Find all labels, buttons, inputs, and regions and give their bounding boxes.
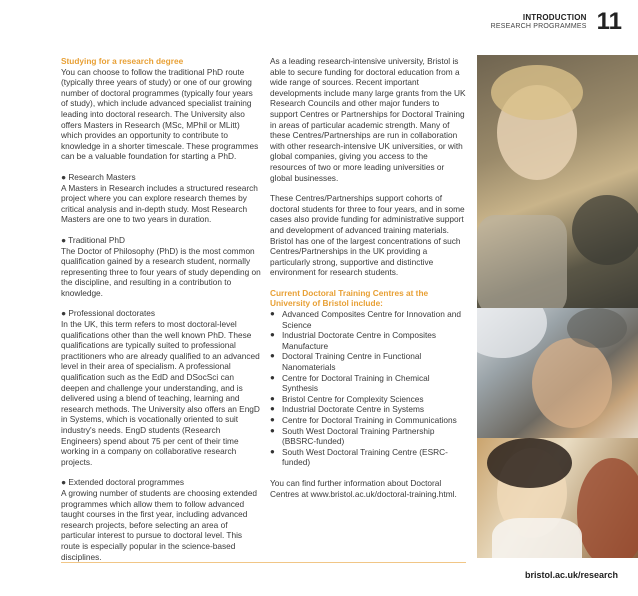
list-item: ● South West Doctoral Training Partnership (BBSRC-funded) [270,426,466,447]
closing-paragraph: You can find further information about Doctoral Centres at www.bristol.ac.uk/doctoral-training.html. [270,477,457,499]
intro-paragraph: You can choose to follow the traditional PhD route (typically three years of study) or one of our growing number of doctoral programmes (typically four years of study), which include advanced specialist training leading into doctoral research. The University also offers Masters in Research (MSc, MPhil or MLitt) which provides an opportunity to contribute to knowledge in a shorter timescale. These programmes can be a valuable foundation for starting a PhD. [61,66,259,162]
engineering-photo [477,308,638,438]
research-degree-heading: Studying for a research degree [61,56,184,66]
middle-column [270,56,466,509]
list-item: ● Centre for Doctoral Training in Chemical Synthesis [270,373,466,394]
professional-doctorates-title: ● Professional doctorates [61,308,156,319]
centres-heading: Current Doctoral Training Centres at the University of Bristol include: [270,287,429,309]
list-item: ● Advanced Composites Centre for Innovation and Science [270,309,466,330]
page-header [491,10,622,34]
traditional-phd-body: The Doctor of Philosophy (PhD) is the most common qualification gained by a research student, normally representing three to four years of study depending on the discipline, and resulting in a contribution to knowledge. [61,245,261,298]
list-item: ● Centre for Doctoral Training in Communications [270,415,466,426]
list-item: ● Industrial Doctorate Centre in Systems [270,404,466,415]
section-label [491,13,587,30]
subsection-title: RESEARCH PROGRAMMES [490,23,587,30]
lab-research-photo [477,55,638,308]
left-column [61,56,261,572]
funding-paragraph: As a leading research-intensive university, Bristol is able to secure funding for doctoral education from a wide range of sources. Recent important developments include many large grants from the UK Research Councils and other major funders to support Centres or Partnerships for Doctoral Training in areas of particular academic strength. Many of these Centres/Partnerships are run in collaboration with other research-intensive UK universities, or with global companies, giving you access to the resources of two or more leading universities or global businesses. [270,56,466,183]
research-masters-title: ● Research Masters [61,171,136,182]
centres-paragraph: These Centres/Partnerships support cohorts of doctoral students for three to four years, and in some cases also provide funding for administrative support and development of advanced training materials. Bristol has one of the largest concentrations of such Centres/Partnerships in the UK providing a particularly strong, supportive and distinctive environment for research students. [270,193,465,278]
students-photo [477,438,638,558]
extended-programmes-body: A growing number of students are choosing extended programmes which allow them to follow advanced taught courses in the first year, including advanced research projects, before selecting an area of particular interest to pursue to doctoral level. This route is especially popular in the science-based disciplines. [61,487,258,562]
footer-divider [61,562,466,563]
traditional-phd-title: ● Traditional PhD [61,234,126,245]
section-title: INTRODUCTION [522,13,587,22]
extended-programmes-title: ● Extended doctoral programmes [61,477,185,488]
list-item: ● Doctoral Training Centre in Functional Nanomaterials [270,351,466,372]
footer-url: bristol.ac.uk/research [524,570,618,580]
list-item: ● South West Doctoral Training Centre (ESRC-funded) [270,447,466,468]
centres-list [270,309,466,468]
research-masters-body: A Masters in Research includes a structured research project where you can explore research themes by critical analysis and in-depth study. Most Research Masters are one to two years in duration. [61,182,258,225]
list-item: ● Industrial Doctorate Centre in Composites Manufacture [270,330,466,351]
professional-doctorates-body: In the UK, this term refers to most doctoral-level qualifications other than the well known PhD. These qualifications are typically suited to professional practitioners who are already qualified to an advanced level in their area of specialism. A professional qualification such as the EdD and DSocSci can deepen and challenge your understanding, and is delivered using a blend of teaching, learning and research methods. The University also offers an EngD in Systems, which is vocationally oriented to suit industry's needs. EngD students (Research Engineers) spend about 75 per cent of their time working in a company on collaborative research projects. [61,319,260,467]
page-number: 11 [596,8,622,35]
list-item: ● Bristol Centre for Complexity Sciences [270,394,466,405]
